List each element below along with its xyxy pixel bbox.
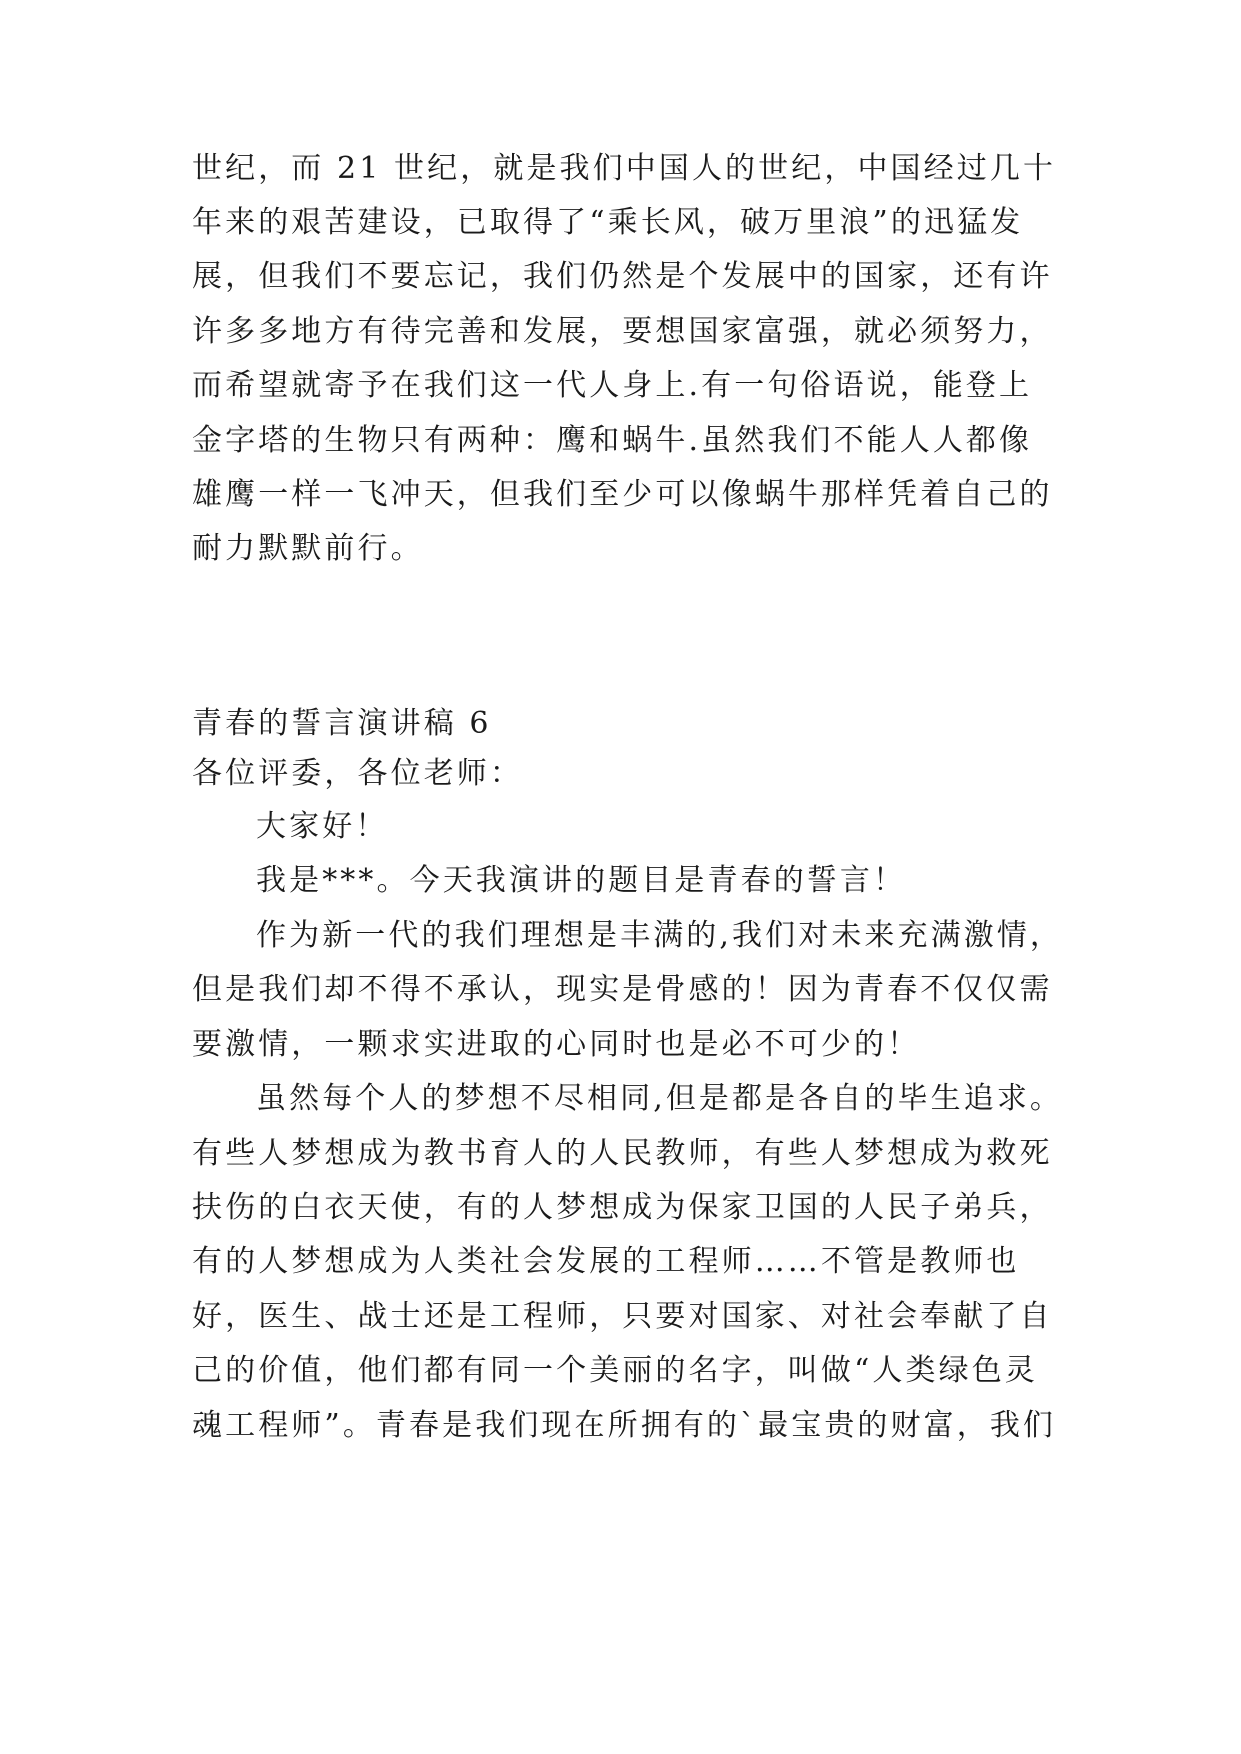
paragraph-3-line-2: 有些人梦想成为教书育人的人民教师，有些人梦想成为救死 — [192, 1136, 1053, 1171]
paragraph-2-line-1: 作为新一代的我们理想是丰满的,我们对未来充满激情， — [256, 918, 1064, 953]
paragraph-3-line-4: 有的人梦想成为人类社会发展的工程师……不管是教师也 — [192, 1244, 1020, 1279]
section-heading: 青春的誓言演讲稿 6 — [192, 706, 492, 741]
salutation: 各位评委，各位老师： — [192, 756, 523, 791]
paragraph-2-line-2: 但是我们却不得不承认，现实是骨感的！因为青春不仅仅需 — [192, 972, 1053, 1007]
paragraph-1-line-1: 世纪，而 21 世纪，就是我们中国人的世纪，中国经过几十 — [192, 151, 1057, 186]
paragraph-1-line-4: 许多多地方有待完善和发展，要想国家富强，就必须努力， — [192, 314, 1053, 349]
paragraph-1-line-5: 而希望就寄予在我们这一代人身上.有一句俗语说，能登上 — [192, 368, 1033, 403]
paragraph-3-line-1: 虽然每个人的梦想不尽相同,但是都是各自的毕生追求。 — [256, 1081, 1064, 1116]
paragraph-3-line-6: 己的价值，他们都有同一个美丽的名字，叫做“人类绿色灵 — [192, 1353, 1038, 1388]
paragraph-2-line-3: 要激情，一颗求实进取的心同时也是必不可少的！ — [192, 1027, 921, 1062]
intro-line: 我是***。今天我演讲的题目是青春的誓言！ — [256, 863, 907, 898]
paragraph-1-line-2: 年来的艰苦建设，已取得了“乘长风，破万里浪”的迅猛发 — [192, 205, 1024, 240]
paragraph-1-line-3: 展，但我们不要忘记，我们仍然是个发展中的国家，还有许 — [192, 259, 1053, 294]
paragraph-1-line-8: 耐力默默前行。 — [192, 531, 424, 566]
greeting: 大家好！ — [256, 809, 389, 844]
paragraph-3-line-3: 扶伤的白衣天使，有的人梦想成为保家卫国的人民子弟兵， — [192, 1190, 1053, 1225]
paragraph-1-line-6: 金字塔的生物只有两种：鹰和蜗牛.虽然我们不能人人都像 — [192, 423, 1033, 458]
paragraph-3-line-5: 好，医生、战士还是工程师，只要对国家、对社会奉献了自 — [192, 1299, 1053, 1334]
paragraph-1-line-7: 雄鹰一样一飞冲天，但我们至少可以像蜗牛那样凭着自己的 — [192, 477, 1053, 512]
paragraph-3-line-7: 魂工程师”。青春是我们现在所拥有的`最宝贵的财富，我们 — [192, 1408, 1057, 1443]
